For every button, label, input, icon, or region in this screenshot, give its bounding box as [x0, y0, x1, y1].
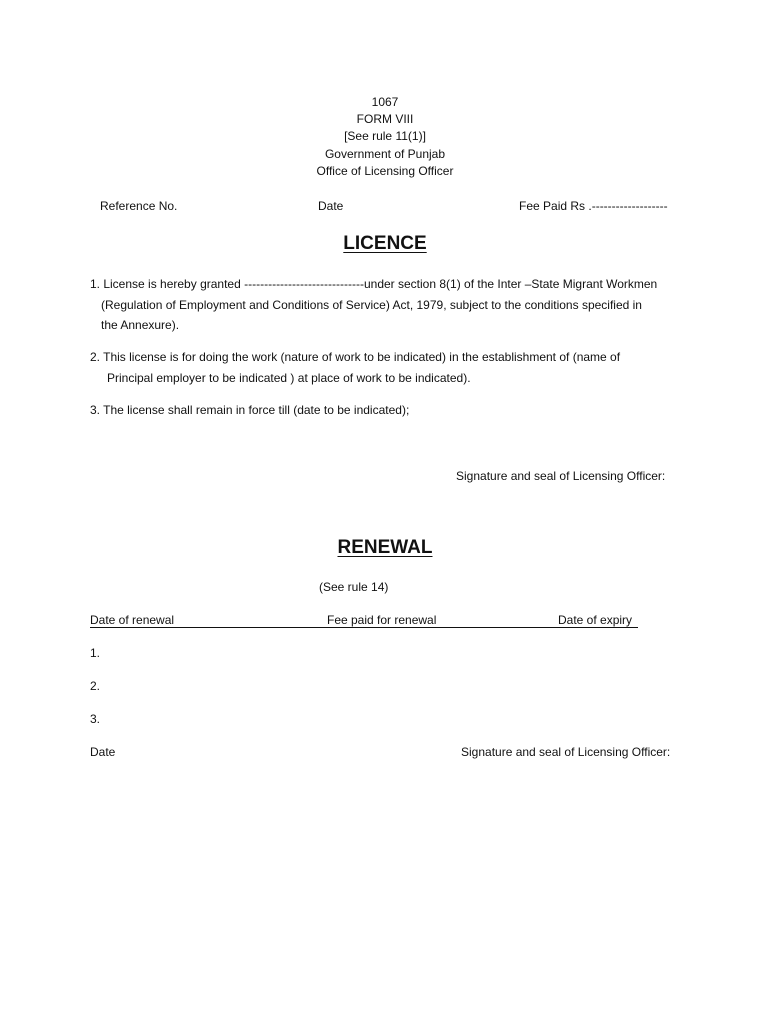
renewal-date-label: Date [90, 745, 116, 759]
reference-no-label: Reference No. [100, 199, 178, 213]
licence-item-3: 3. The license shall remain in force till (date to be indicated); [90, 403, 410, 417]
fee-paid-label: Fee Paid Rs .------------------- [519, 199, 668, 213]
column-date-of-expiry: Date of expiry [558, 613, 633, 627]
column-fee-paid-for-renewal: Fee paid for renewal [327, 613, 437, 627]
renewal-title: RENEWAL [337, 537, 433, 558]
licence-item-2-line-2: Principal employer to be indicated ) at place of work to be indicated). [107, 370, 471, 385]
licence-item-1-line-2: (Regulation of Employment and Conditions of Service) Act, 1979, subject to the conditions specified in [101, 297, 642, 312]
header-underline [90, 627, 638, 628]
renewal-row: 2. [90, 679, 101, 693]
licence-signature-label: Signature and seal of Licensing Officer: [456, 469, 666, 483]
licence-item-1-line-3: the Annexure). [101, 318, 180, 332]
licence-title: LICENCE [343, 233, 427, 254]
licence-item-2-line-1: 2. This license is for doing the work (nature of work to be indicated) in the establishment of (name of [90, 350, 621, 364]
renewal-rule: (See rule 14) [319, 580, 389, 594]
form-title: FORM VIII [356, 112, 414, 126]
date-label: Date [318, 199, 344, 213]
licence-item-1 [90, 274, 680, 336]
form-number: 1067 [371, 95, 399, 109]
column-date-of-renewal: Date of renewal [90, 613, 175, 627]
renewal-signature-label: Signature and seal of Licensing Officer: [461, 745, 671, 759]
form-rule: [See rule 11(1)] [344, 129, 426, 143]
renewal-row: 1. [90, 646, 101, 660]
government-name: Government of Punjab [324, 147, 446, 161]
licence-item-2 [90, 347, 680, 388]
licence-item-1-line-1: 1. License is hereby granted ------------------------------under section 8(1) of the Inter –State Migrant Workmen [90, 277, 658, 291]
office-name: Office of Licensing Officer [316, 164, 454, 178]
renewal-row: 3. [90, 712, 101, 726]
